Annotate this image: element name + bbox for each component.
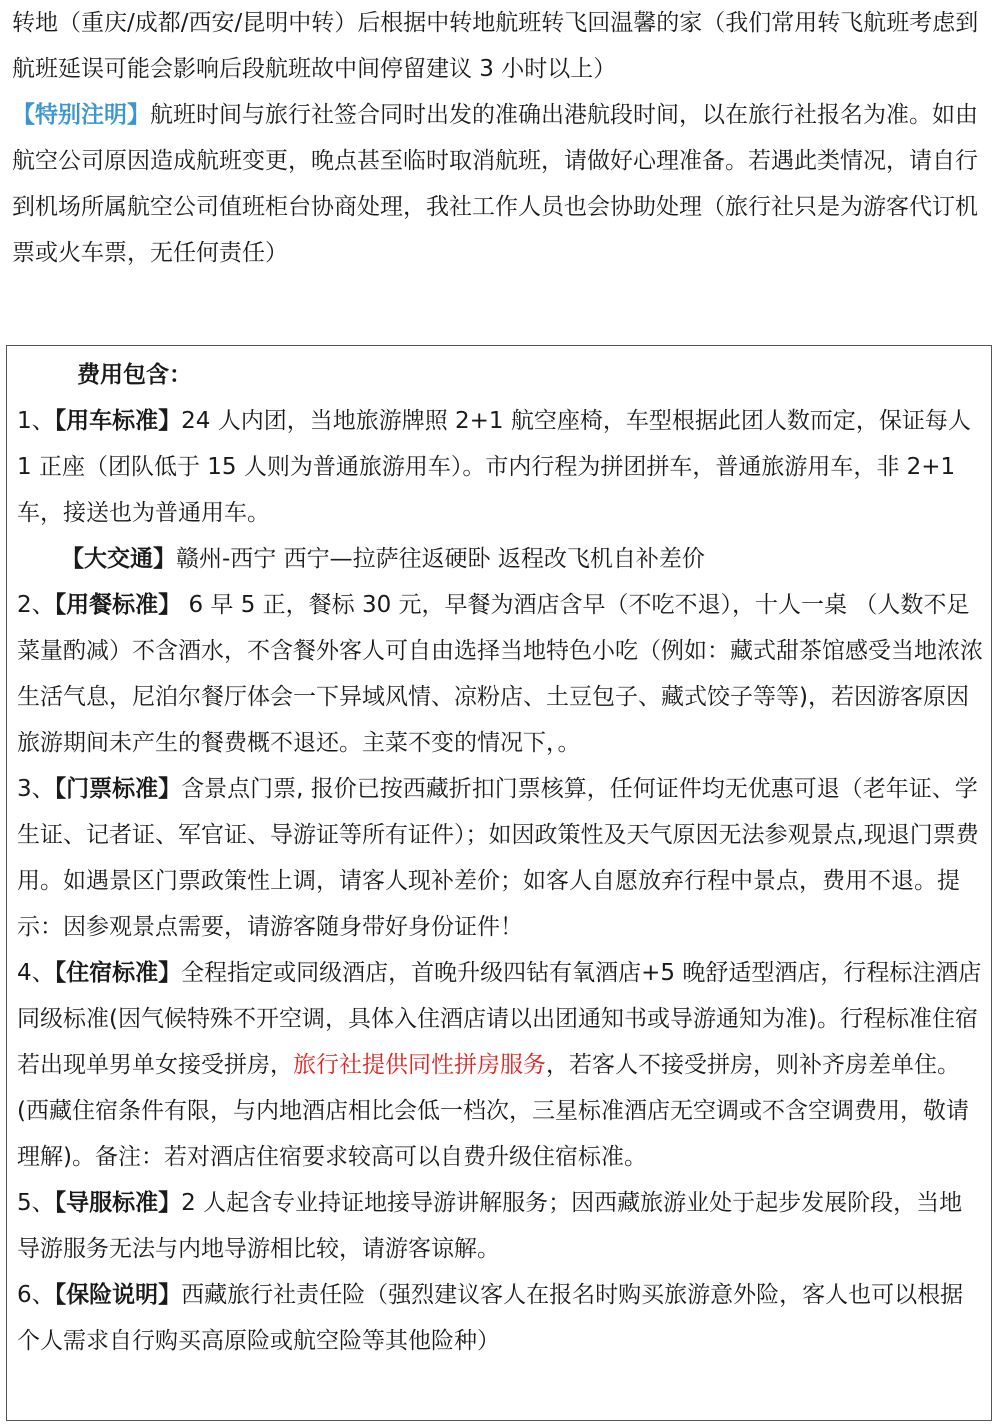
item-label: 【大交通】 — [61, 546, 176, 572]
item-number: 5、 — [17, 1190, 55, 1216]
item-text: 6 早 5 正，餐标 30 元，早餐为酒店含早（不吃不退），十人一桌 （人数不足菜量酌减）不含酒水，不含餐外客人可自由选择当地特色小吃（例如：藏式甜茶馆感受当地浓浓生活气息，尼泊尔餐厅体会一下异域风情、凉粉店、土豆包子、藏式饺子等等)，若因游客原因旅游期间未产生的餐费概不退还。主菜不变的情况下，。 — [17, 592, 983, 756]
item-text-continued: ，若客人不接受拼房，则补齐房差单住。(西藏住宿条件有限，与内地酒店相比会低一档次，三星标准酒店无空调或不含空调费用，敬请理解)。备注：若对酒店住宿要求较高可以自费升级住宿标准。 — [17, 1052, 969, 1170]
fees-box — [6, 345, 992, 1421]
item-text: 赣州-西宁 西宁—拉萨往返硬卧 返程改飞机自补差价 — [176, 546, 705, 572]
item-text: 全程指定或同级酒店，首晚升级四钻有氧酒店+5 晚舒适型酒店，行程标注酒店同级标准(因气候特殊不开空调，具体入住酒店请以出团通知书或导游通知为准)。行程标准住宿若出现单男单女接受拼房， — [17, 960, 982, 1078]
transfer-paragraph: 转地（重庆/成都/西安/昆明中转）后根据中转地航班转飞回温馨的家（我们常用转飞航班考虑到航班延误可能会影响后段航班故中间停留建议 3 小时以上） — [12, 10, 979, 82]
fee-item-guide — [17, 1180, 983, 1272]
item-number: 4、 — [17, 960, 55, 986]
fee-item-transport — [17, 536, 983, 582]
item-label: 【导服标准】 — [54, 1190, 182, 1216]
item-text: 含景点门票, 报价已按西藏折扣门票核算，任何证件均无优惠可退（老年证、学生证、记者证、军官证、导游证等所有证件）；如因政策性及天气原因无法参观景点,现退门票费用。如遇景区门票政策性上调，请客人现补差价；如客人自愿放弃行程中景点，费用不退。提示：因参观景点需要，请游客随身带好身份证件！ — [17, 776, 979, 940]
highlight-text: 旅行社提供同性拼房服务 — [293, 1052, 546, 1078]
notice-paragraph — [12, 92, 992, 276]
item-text: 24 人内团，当地旅游牌照 2+1 航空座椅，车型根据此团人数而定，保证每人 1 正座（团队低于 15 人则为普通旅游用车）。市内行程为拼团拼车，普通旅游用车，非 2+1 车，接送也为普通用车。 — [17, 408, 971, 526]
item-number: 2、 — [17, 592, 55, 618]
fee-item-meals — [17, 582, 983, 766]
top-section — [12, 0, 992, 276]
fee-item-insurance — [17, 1272, 983, 1364]
notice-label: 【特别注明】 — [12, 102, 150, 128]
fee-item-vehicle — [17, 398, 983, 536]
fee-item-lodging — [17, 950, 983, 1180]
item-label: 【用车标准】 — [54, 408, 182, 434]
item-text: 2 人起含专业持证地接导游讲解服务；因西藏旅游业处于起步发展阶段，当地导游服务无法与内地导游相比较，请游客谅解。 — [17, 1190, 963, 1262]
item-label: 【保险说明】 — [54, 1282, 182, 1308]
notice-text: 航班时间与旅行社签合同时出发的准确出港航段时间，以在旅行社报名为准。如由航空公司原因造成航班变更，晚点甚至临时取消航班，请做好心理准备。若遇此类情况，请自行到机场所属航空公司值班柜台协商处理，我社工作人员也会协助处理（旅行社只是为游客代订机票或火车票，无任何责任） — [12, 102, 978, 266]
item-number: 1、 — [17, 408, 55, 434]
item-number: 6、 — [17, 1282, 55, 1308]
item-label: 【用餐标准】 — [54, 592, 182, 618]
item-label: 【门票标准】 — [54, 776, 182, 802]
item-text: 西藏旅行社责任险（强烈建议客人在报名时购买旅游意外险，客人也可以根据个人需求自行购买高原险或航空险等其他险种） — [17, 1282, 964, 1354]
fee-item-tickets — [17, 766, 983, 950]
item-number: 3、 — [17, 776, 55, 802]
item-label: 【住宿标准】 — [54, 960, 182, 986]
fees-heading: 费用包含： — [77, 362, 192, 388]
